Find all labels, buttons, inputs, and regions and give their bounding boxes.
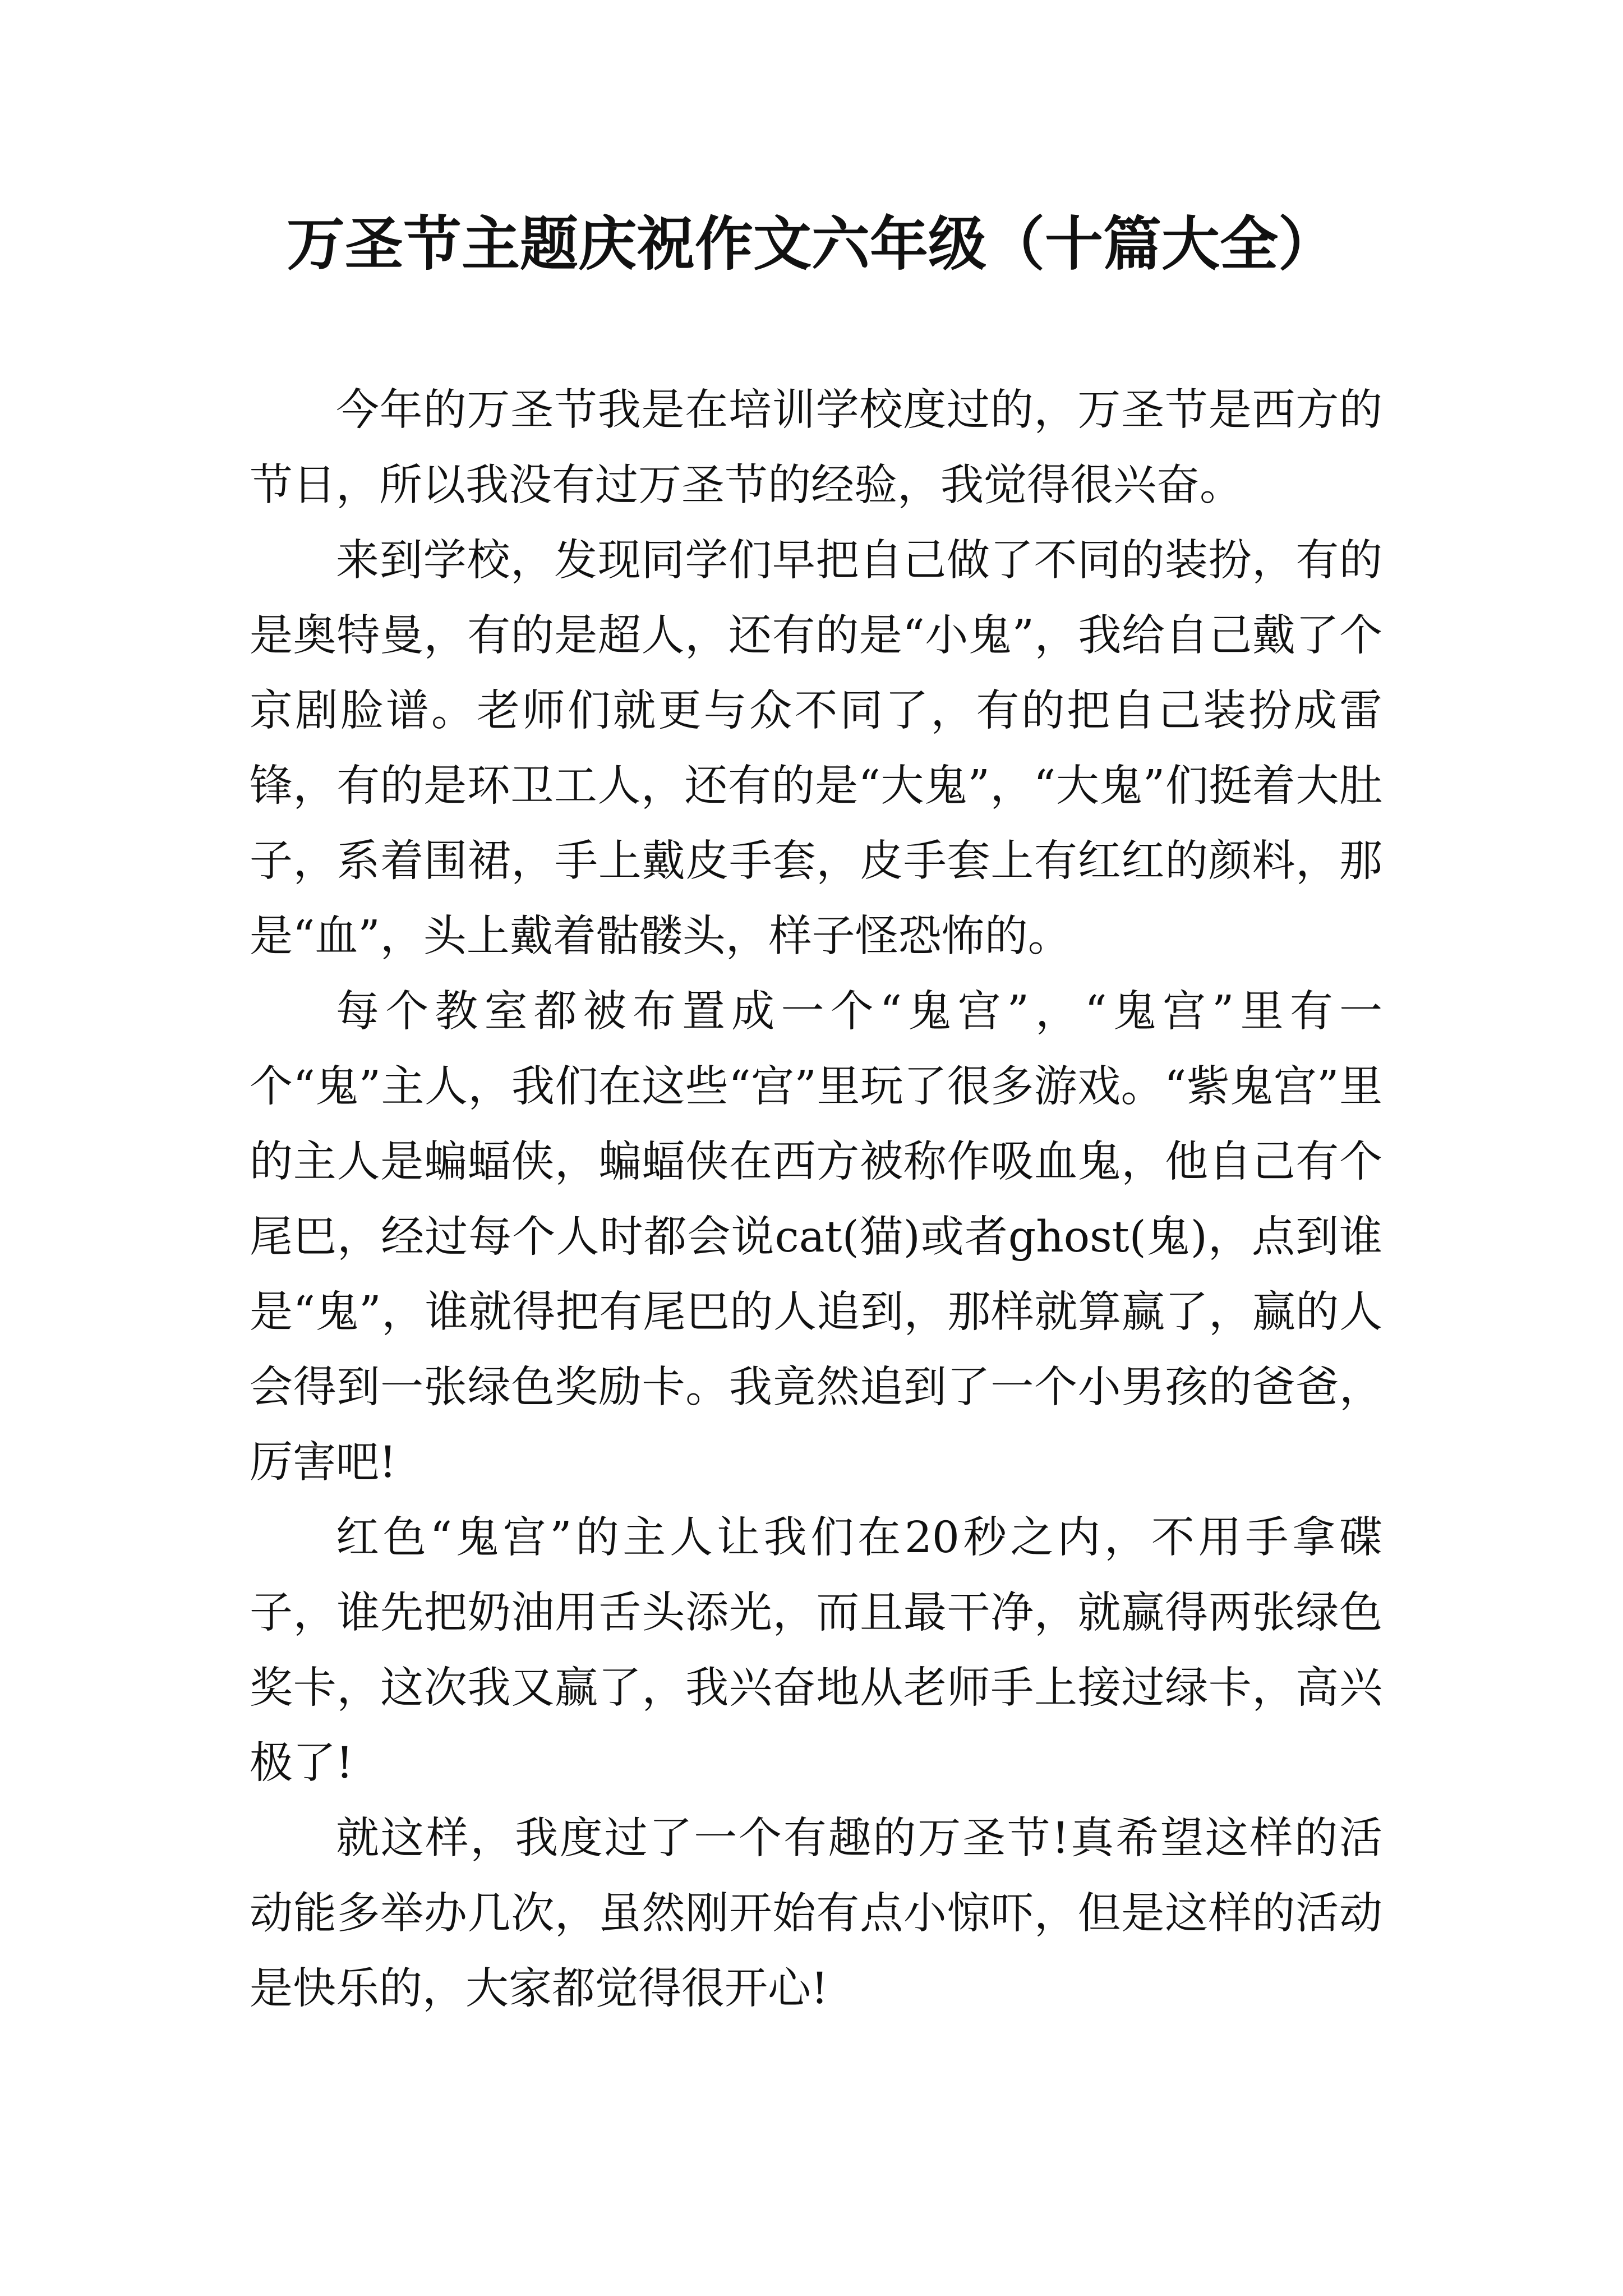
paragraph-2: 来到学校，发现同学们早把自己做了不同的装扮，有的是奥特曼，有的是超人，还有的是“小鬼”，我给自己戴了个京剧脸谱。老师们就更与众不同了，有的把自己装扮成雷锋，有的是环卫工人，还有的是“大鬼”，“大鬼”们挺着大肚子，系着围裙，手上戴皮手套，皮手套上有红红的颜料，那是“血”，头上戴着骷髅头，样子怪恐怖的。 xyxy=(250,536,1382,961)
document-body xyxy=(250,373,1382,2027)
document-title: 万圣节主题庆祝作文六年级（十篇大全） xyxy=(286,209,1336,278)
paragraph-1: 今年的万圣节我是在培训学校度过的，万圣节是西方的节日，所以我没有过万圣节的经验，我觉得很兴奋。 xyxy=(250,385,1382,510)
paragraph-4: 红色“鬼宫”的主人让我们在20秒之内，不用手拿碟子，谁先把奶油用舌头添光，而且最干净，就赢得两张绿色奖卡，这次我又赢了，我兴奋地从老师手上接过绿卡，高兴极了! xyxy=(250,1513,1382,1788)
paragraph-3: 每个教室都被布置成一个“鬼宫”，“鬼宫”里有一个“鬼”主人，我们在这些“宫”里玩了很多游戏。“紫鬼宫”里的主人是蝙蝠侠，蝙蝠侠在西方被称作吸血鬼，他自己有个尾巴，经过每个人时都会说cat(猫)或者ghost(鬼)，点到谁是“鬼”，谁就得把有尾巴的人追到，那样就算赢了，赢的人会得到一张绿色奖励卡。我竟然追到了一个小男孩的爸爸，厉害吧! xyxy=(250,987,1382,1488)
paragraph-5: 就这样，我度过了一个有趣的万圣节!真希望这样的活动能多举办几次，虽然刚开始有点小惊吓，但是这样的活动是快乐的，大家都觉得很开心! xyxy=(250,1814,1382,2014)
